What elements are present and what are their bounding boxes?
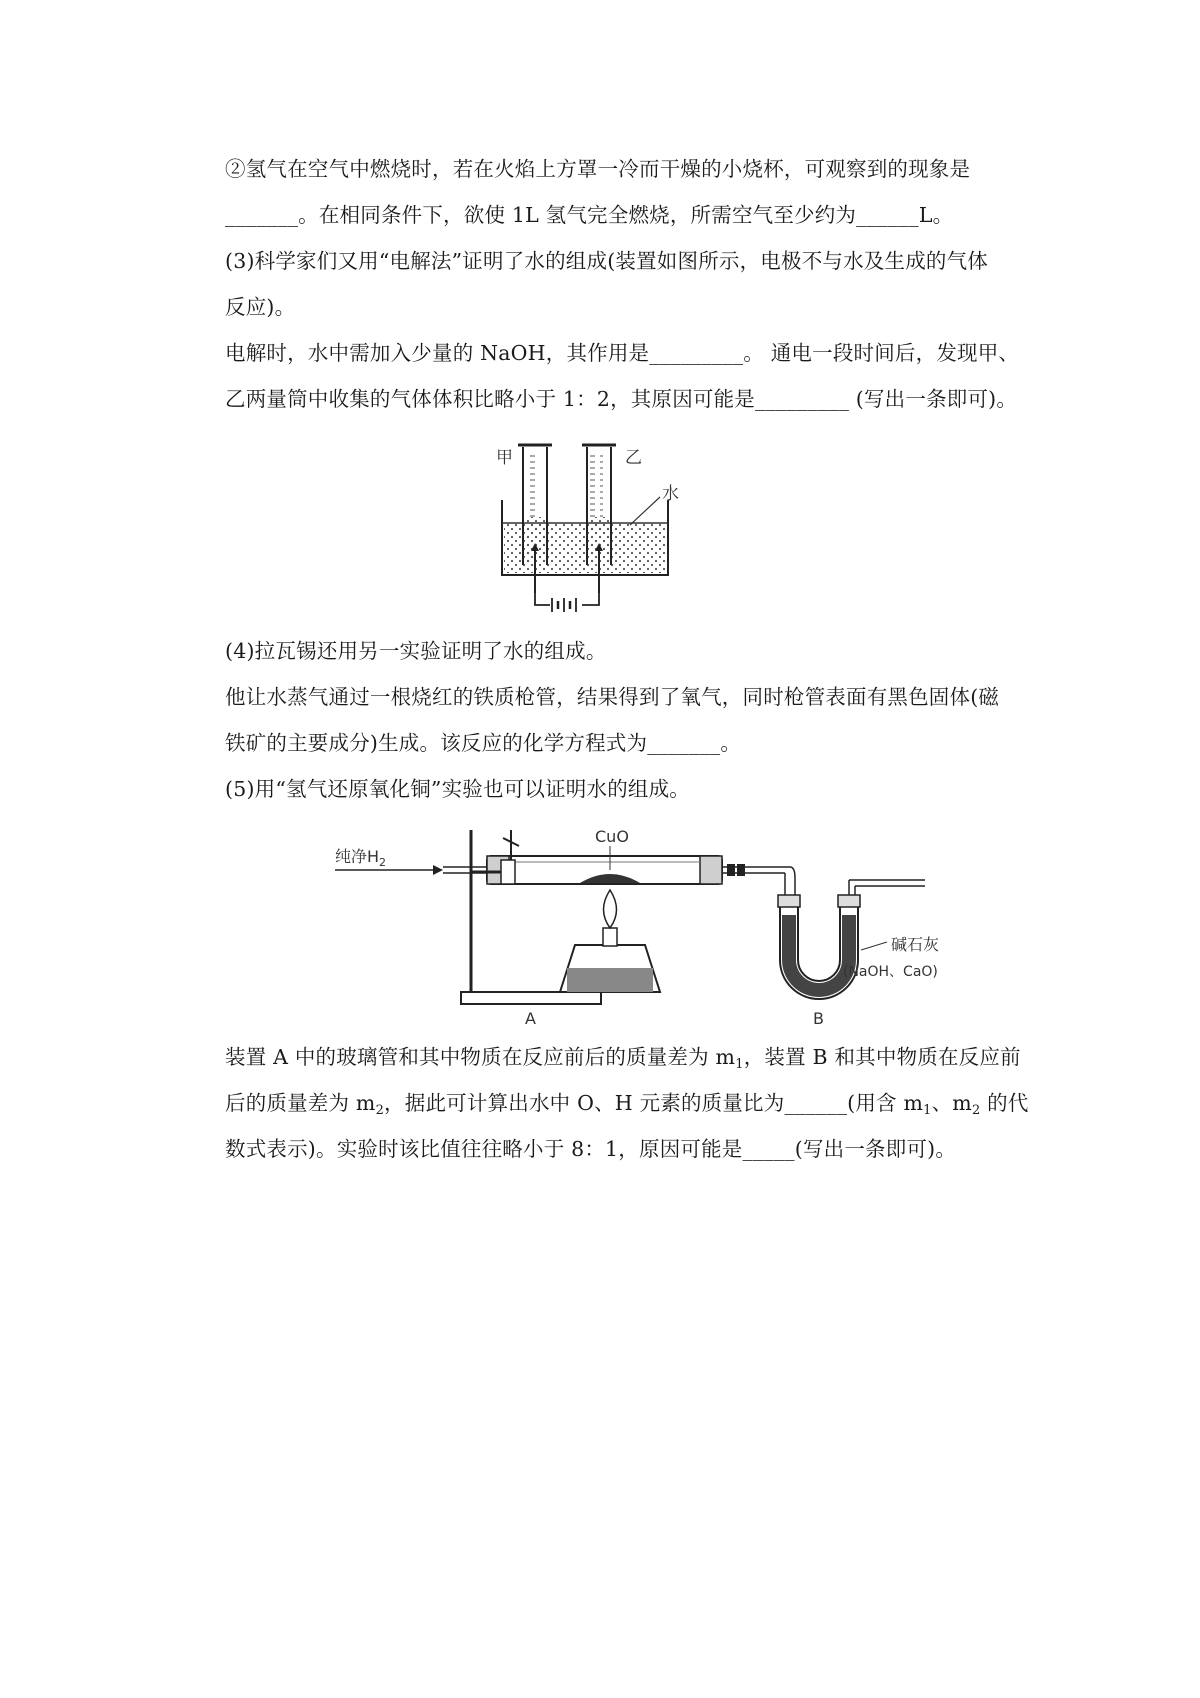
q2-item2-line-2: _______。在相同条件下，欲使 1L 氢气完全燃烧，所需空气至少约为______L。 — [225, 203, 954, 227]
q4-line-1: (4)拉瓦锡还用另一实验证明了水的组成。 — [225, 639, 607, 663]
electrolysis-figure — [490, 435, 740, 625]
inlet-label: 纯净$H_2$ — [335, 847, 387, 869]
q5-line-1: (5)用“氢气还原氧化铜”实验也可以证明水的组成。 — [225, 777, 690, 801]
q5-para-line-2 — [225, 1089, 1029, 1118]
q4-line-2: 他让水蒸气通过一根烧红的铁质枪管，结果得到了氧气，同时枪管表面有黑色固体(磁 — [225, 685, 1000, 709]
cuo-label: CuO — [595, 827, 629, 846]
q5-para-2d: 的代 — [980, 1091, 1029, 1115]
h2-reduction-figure — [325, 810, 940, 1030]
q5-para-2b: ，据此可计算出水中 O、H 元素的质量比为______(用含 m — [384, 1091, 924, 1115]
q5-para-2-sub3: 2 — [971, 1103, 981, 1118]
q5-para-2c: 、m — [931, 1091, 972, 1115]
absorbent-label: 碱石灰 — [891, 935, 940, 954]
q2-item2-line-1: ②氢气在空气中燃烧时，若在火焰上方罩一冷而干燥的小烧杯，可观察到的现象是 — [225, 157, 971, 181]
label-jia: 甲 — [496, 448, 513, 468]
apparatus-b-label: B — [813, 1009, 824, 1028]
q3-line-1: (3)科学家们又用“电解法”证明了水的组成(装置如图所示，电极不与水及生成的气体 — [225, 249, 988, 273]
q3-line-4: 乙两量筒中收集的气体体积比略小于 1：2，其原因可能是_________ (写出一条即可)。 — [225, 387, 1018, 411]
q5-para-1b: ，装置 B 和其中物质在反应前 — [743, 1045, 1021, 1069]
q5-para-2-sub2: 1 — [923, 1103, 932, 1118]
q5-para-1a: 装置 A 中的玻璃管和其中物质在反应前后的质量差为 m — [225, 1045, 736, 1069]
absorbent-formula: (NaOH、CaO) — [843, 964, 938, 980]
q5-para-2-sub: 2 — [375, 1103, 385, 1118]
q5-para-line-3: 数式表示)。实验时该比值往往略小于 8：1，原因可能是_____(写出一条即可)。 — [225, 1137, 957, 1161]
q5-para-line-1 — [225, 1043, 1025, 1071]
label-water: 水 — [662, 484, 679, 504]
label-yi: 乙 — [625, 448, 642, 468]
apparatus-a-label: A — [525, 1009, 536, 1028]
q3-line-3: 电解时，水中需加入少量的 NaOH，其作用是_________。 通电一段时间后，发现甲、 — [225, 341, 1020, 365]
q5-para-2a: 后的质量差为 m — [225, 1091, 376, 1115]
alcohol-lamp — [560, 890, 660, 992]
q5-para-1-sub: 1 — [735, 1057, 744, 1072]
glass-tube — [487, 856, 722, 884]
q3-line-2: 反应)。 — [225, 295, 296, 319]
q4-line-3: 铁矿的主要成分)生成。该反应的化学方程式为_______。 — [225, 731, 742, 755]
